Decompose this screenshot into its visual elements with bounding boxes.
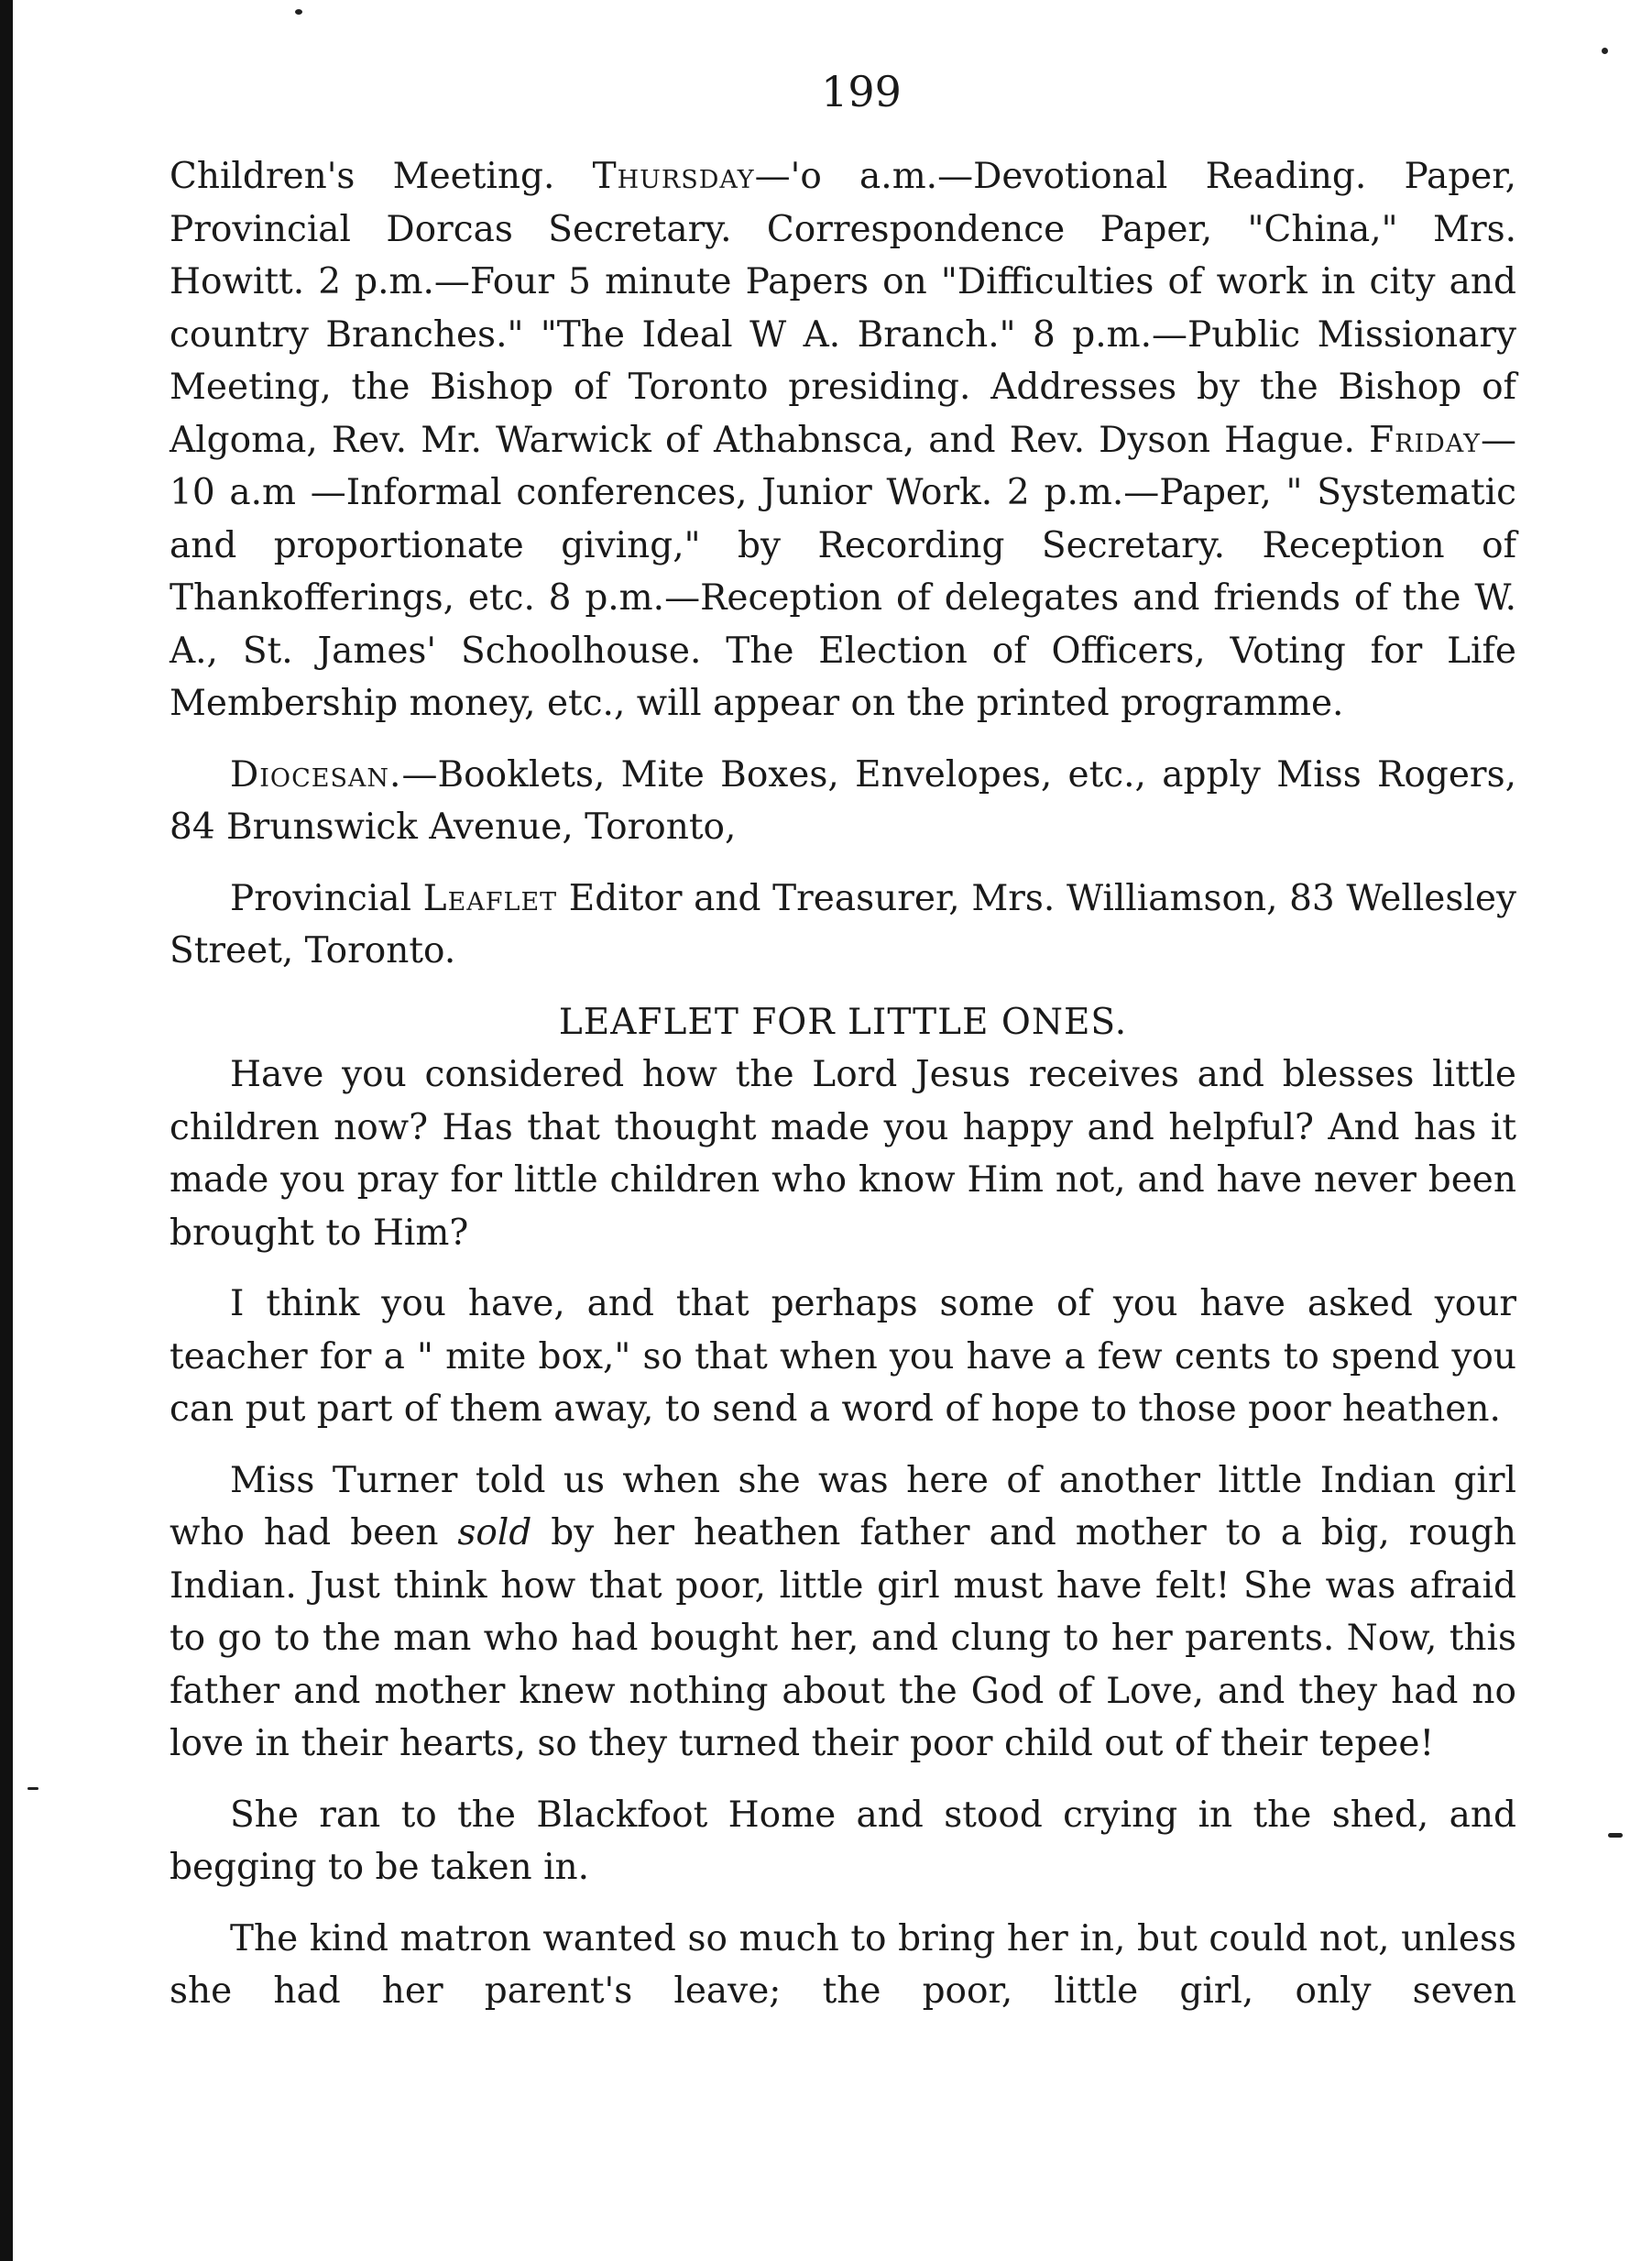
sold-emphasis: sold [457, 1512, 532, 1553]
story-paragraph-3-text-b: by her heathen father and mother to a big, rough Indian. Just think how that poor, little girl must have felt! She was afraid to go to the man who had bought her, and clung to her parents. Now, this father and mother knew nothing about the God of Love, and they had no love in their hearts, so they turned their poor child out of their tepee! [170, 1512, 1516, 1764]
story-paragraph-2: I think you have, and that perhaps some of you have asked your teacher for a " mite box," so that when you have a few cents to spend you can put part of them away, to send a word of hope to those poor heathen. [170, 1283, 1516, 1430]
story-paragraph-4: She ran to the Blackfoot Home and stood crying in the shed, and begging to be taken in. [170, 1794, 1516, 1888]
provincial-paragraph [170, 873, 1516, 978]
section-heading: LEAFLET FOR LITTLE ONES. [558, 1001, 1128, 1043]
diocesan-text: —Booklets, Mite Boxes, Envelopes, etc., apply Miss Rogers, 84 Brunswick Avenue, Toronto, [170, 753, 1516, 848]
programme-text-b: —'o a.m.—Devotional Reading. Paper, Provincial Dorcas Secretary. Correspondence Paper, "China," Mrs. Howitt. 2 p.m.—Four 5 minute Papers on "Difficulties of work in city and country Branches." "The Ideal W A. Branch." 8 p.m.—Public Missionary Meeting, the Bishop of Toronto presiding. Addresses by the Bishop of Algoma, Rev. Mr. Warwick of Athabnsca, and Rev. Dyson Hague. [170, 156, 1516, 461]
provincial-text-a: Provincial [230, 877, 423, 919]
programme-text-c: —10 a.m —Informal conferences, Junior Work. 2 p.m.—Paper, " Systematic and proportionate giving," by Recording Secretary. Reception of Thankofferings, etc. 8 p.m.—Reception of delegates and friends of the W. A., St. James' Schoolhouse. The Election of Officers, Voting for Life Membership money, etc., will appear on the printed programme. [170, 419, 1516, 724]
story-paragraph-3 [170, 1454, 1516, 1771]
leaflet-label: Leaflet [422, 877, 558, 919]
scan-speck [27, 1787, 38, 1790]
scan-speck [1608, 1833, 1623, 1838]
document-page [170, 64, 1516, 2018]
story-paragraph-3-text-a: Miss Turner told us when she was here of another little Indian girl who had been [170, 1459, 1516, 1553]
programme-paragraph [170, 150, 1516, 730]
story-paragraph-5: The kind matron wanted so much to bring her in, but could not, unless she had her parent's leave; the poor, little girl, only seven [170, 1917, 1516, 2012]
provincial-text-b: Editor and Treasurer, Mrs. Williamson, 83 Wellesley Street, Toronto. [170, 877, 1516, 971]
page-number: 199 [821, 67, 902, 116]
left-binding-edge [0, 0, 13, 2261]
diocesan-label: Diocesan. [230, 753, 402, 796]
scan-speck [1602, 48, 1608, 54]
thursday-label: Thursday [592, 156, 755, 197]
friday-label: Friday [1369, 419, 1481, 461]
programme-text-a: Children's Meeting. [170, 156, 593, 197]
story-paragraph-1: Have you considered how the Lord Jesus receives and blesses little children now? Has that thought made you happy and helpful? And has it made you pray for little children who know Him not, and have never been brought to Him? [170, 1054, 1516, 1254]
scan-speck [295, 9, 302, 15]
diocesan-paragraph [170, 749, 1516, 854]
